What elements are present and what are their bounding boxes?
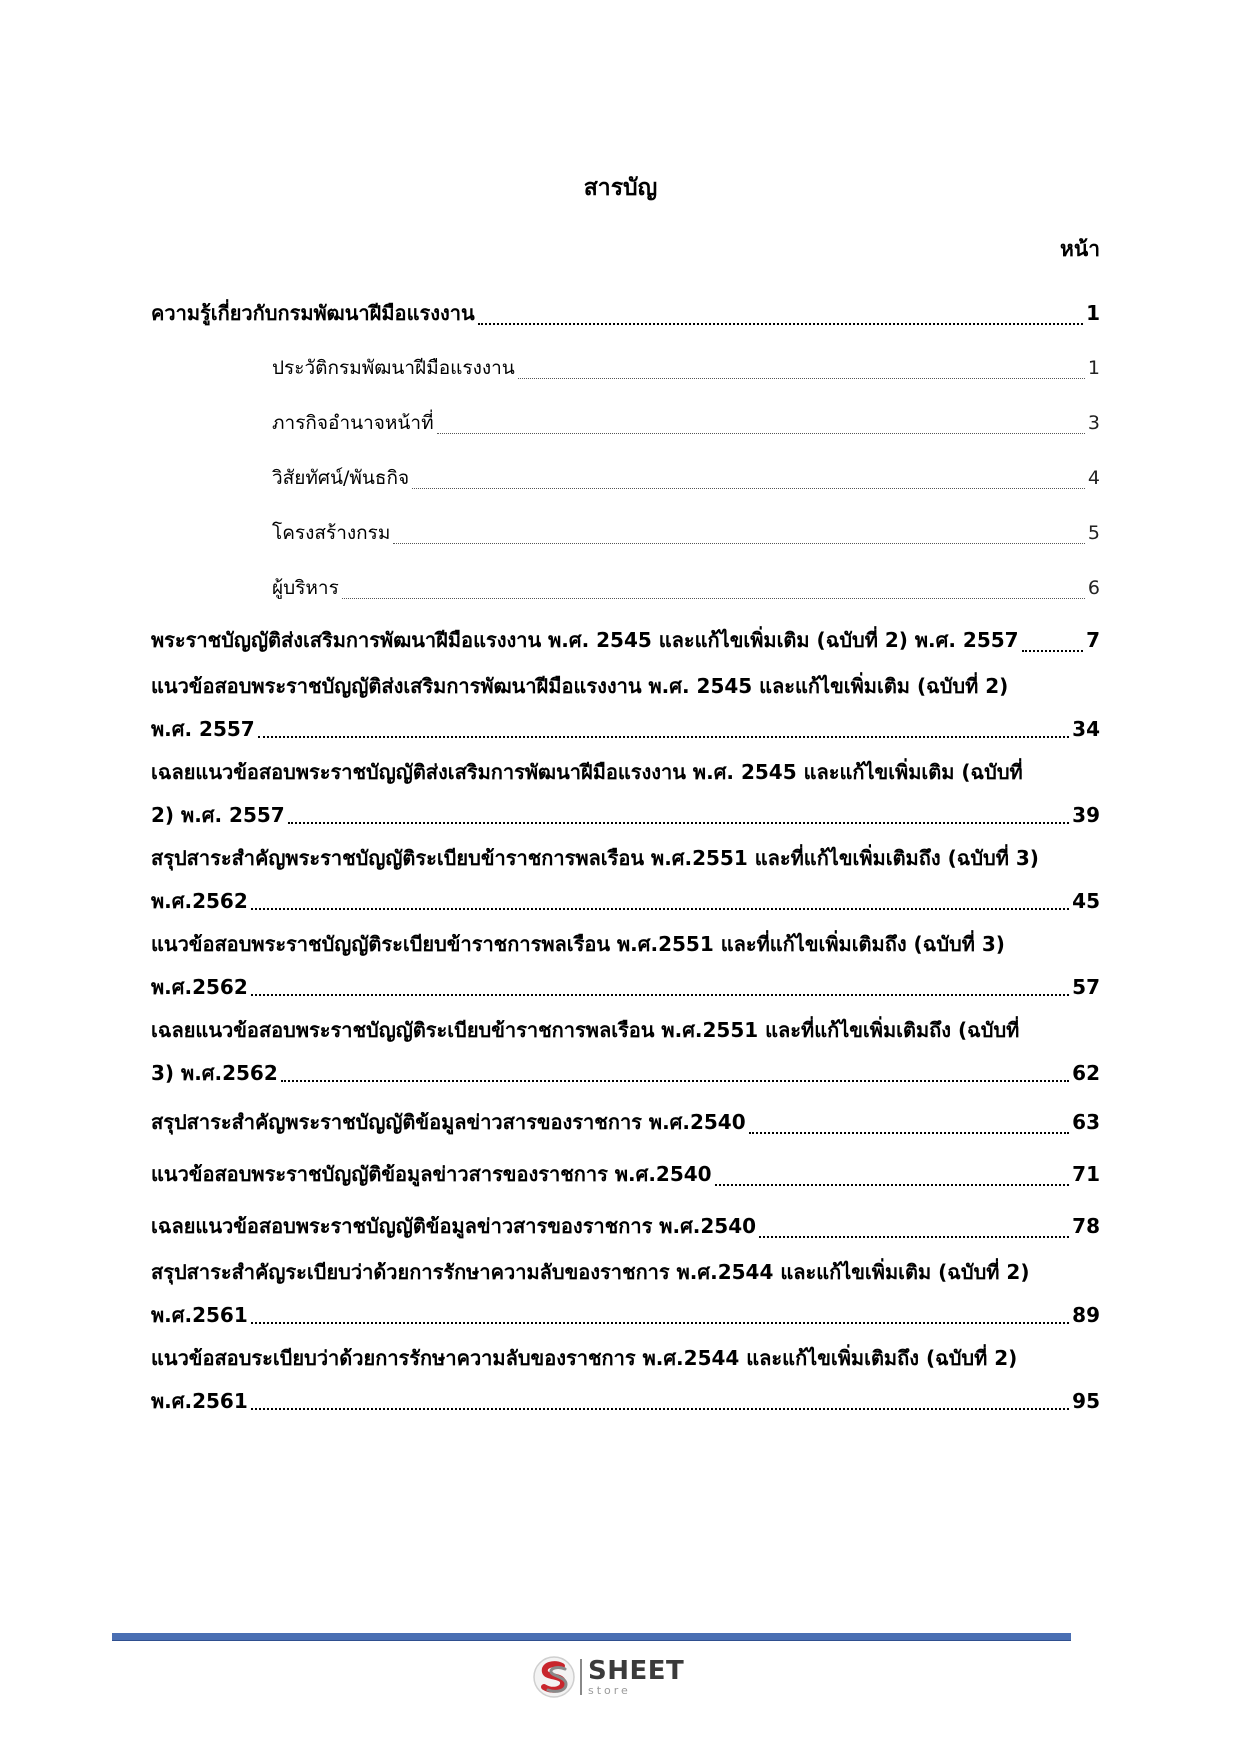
toc-page-number: 39: [1072, 803, 1100, 827]
dot-leader: [437, 433, 1085, 434]
logo-divider: [580, 1659, 582, 1695]
toc-entry: [151, 666, 1100, 752]
toc-entry-title: เฉลยแนวข้อสอบพระราชบัญญัติระเบียบข้าราชการพลเรือน พ.ศ.2551 และที่แก้ไขเพิ่มเติมถึง (ฉบับที่: [151, 1018, 1020, 1042]
toc-entry-title: พ.ศ.2562: [151, 975, 248, 999]
toc-subentry: [151, 397, 1100, 449]
toc-entry: [151, 1010, 1100, 1096]
toc-entry-title: 2) พ.ศ. 2557: [151, 803, 285, 827]
toc-entry-title: พ.ศ.2562: [151, 889, 248, 913]
toc-entry-title: แนวข้อสอบพระราชบัญญัติส่งเสริมการพัฒนาฝีมือแรงงาน พ.ศ. 2545 และแก้ไขเพิ่มเติม (ฉบับที่ 2): [151, 674, 1009, 698]
sheet-store-logo-icon: [532, 1655, 576, 1699]
dot-leader: [281, 1080, 1069, 1082]
toc-entry: [151, 1148, 1100, 1200]
toc-entry-title: แนวข้อสอบพระราชบัญญัติข้อมูลข่าวสารของราชการ พ.ศ.2540: [151, 1162, 712, 1186]
dot-leader: [1022, 650, 1084, 652]
dot-leader: [478, 323, 1083, 325]
toc-page-number: 1: [1086, 301, 1100, 325]
toc-entry-title: พ.ศ.2561: [151, 1389, 248, 1413]
toc-entry-title: ผู้บริหาร: [272, 577, 339, 599]
toc-page-number: 78: [1072, 1214, 1100, 1238]
toc-entry: [151, 614, 1100, 666]
toc-page-number: 3: [1087, 412, 1100, 434]
toc-page-number: 62: [1072, 1061, 1100, 1085]
toc-page-number: 95: [1072, 1389, 1100, 1413]
toc-page-number: 89: [1072, 1303, 1100, 1327]
toc-entry-title: เฉลยแนวข้อสอบพระราชบัญญัติข้อมูลข่าวสารของราชการ พ.ศ.2540: [151, 1214, 757, 1238]
page-column-header: หน้า: [1060, 237, 1100, 261]
toc-entry-title: พระราชบัญญัติส่งเสริมการพัฒนาฝีมือแรงงาน พ.ศ. 2545 และแก้ไขเพิ่มเติม (ฉบับที่ 2) พ.ศ. 2557: [151, 628, 1019, 652]
toc-entry: [151, 1252, 1100, 1338]
toc-page-number: 4: [1087, 467, 1100, 489]
toc-subentry: [151, 507, 1100, 559]
toc-entry: [151, 752, 1100, 838]
dot-leader: [412, 488, 1085, 489]
toc-entry-title: ความรู้เกี่ยวกับกรมพัฒนาฝีมือแรงงาน: [151, 301, 475, 325]
dot-leader: [759, 1236, 1069, 1238]
toc-page-number: 34: [1072, 717, 1100, 741]
toc-entry-title: ประวัติกรมพัฒนาฝีมือแรงงาน: [272, 357, 515, 379]
toc-page-number: 45: [1072, 889, 1100, 913]
dot-leader: [251, 1322, 1069, 1324]
dot-leader: [251, 1408, 1069, 1410]
toc-subentry: [151, 342, 1100, 394]
toc-entry-title: สรุปสาระสำคัญพระราชบัญญัติข้อมูลข่าวสารของราชการ พ.ศ.2540: [151, 1110, 746, 1134]
toc-entry-title: แนวข้อสอบพระราชบัญญัติระเบียบข้าราชการพลเรือน พ.ศ.2551 และที่แก้ไขเพิ่มเติมถึง (ฉบับที่ 3): [151, 932, 1005, 956]
toc-entry-title: โครงสร้างกรม: [272, 522, 391, 544]
toc-page-number: 63: [1072, 1110, 1100, 1134]
toc-entry-title: สรุปสาระสำคัญพระราชบัญญัติระเบียบข้าราชการพลเรือน พ.ศ.2551 และที่แก้ไขเพิ่มเติมถึง (ฉบับที่ 3): [151, 846, 1039, 870]
toc-entry: [151, 1200, 1100, 1252]
toc-entry: [151, 1096, 1100, 1148]
dot-leader: [715, 1184, 1070, 1186]
logo-wordmark: SHEET: [588, 1656, 685, 1686]
toc-subentry: [151, 452, 1100, 504]
toc-page-number: 57: [1072, 975, 1100, 999]
toc-entry-title: วิสัยทัศน์/พันธกิจ: [272, 467, 410, 489]
toc-entry-title: เฉลยแนวข้อสอบพระราชบัญญัติส่งเสริมการพัฒนาฝีมือแรงงาน พ.ศ. 2545 และแก้ไขเพิ่มเติม (ฉบับที่: [151, 760, 1023, 784]
toc-entry-title: พ.ศ. 2557: [151, 717, 255, 741]
toc-entry-title: สรุปสาระสำคัญระเบียบว่าด้วยการรักษาความลับของราชการ พ.ศ.2544 และแก้ไขเพิ่มเติม (ฉบับที่ 2): [151, 1260, 1030, 1284]
sheet-store-logo: [532, 1653, 722, 1701]
toc-entry-title: 3) พ.ศ.2562: [151, 1061, 278, 1085]
dot-leader: [393, 543, 1085, 544]
toc-page-number: 6: [1087, 577, 1100, 599]
dot-leader: [288, 822, 1069, 824]
toc-entry: [151, 287, 1100, 339]
dot-leader: [258, 736, 1069, 738]
dot-leader: [251, 994, 1069, 996]
toc-page-number: 7: [1086, 628, 1100, 652]
dot-leader: [518, 378, 1085, 379]
toc-entry: [151, 1338, 1100, 1424]
toc-entry: [151, 838, 1100, 924]
toc-entry-title: แนวข้อสอบระเบียบว่าด้วยการรักษาความลับของราชการ พ.ศ.2544 และแก้ไขเพิ่มเติมถึง (ฉบับที่ 2): [151, 1346, 1018, 1370]
footer-divider: [112, 1633, 1071, 1641]
toc-entry-title: ภารกิจอำนาจหน้าที่: [272, 412, 434, 434]
toc-list: [151, 287, 1100, 1424]
toc-entry-title: พ.ศ.2561: [151, 1303, 248, 1327]
dot-leader: [251, 908, 1069, 910]
dot-leader: [749, 1132, 1070, 1134]
toc-page-number: 1: [1087, 357, 1100, 379]
toc-page-number: 71: [1072, 1162, 1100, 1186]
toc-title: สารบัญ: [583, 175, 658, 201]
toc-page-number: 5: [1087, 522, 1100, 544]
toc-subentry: [151, 562, 1100, 614]
logo-subtext: store: [588, 1684, 631, 1697]
dot-leader: [342, 598, 1085, 599]
toc-entry: [151, 924, 1100, 1010]
